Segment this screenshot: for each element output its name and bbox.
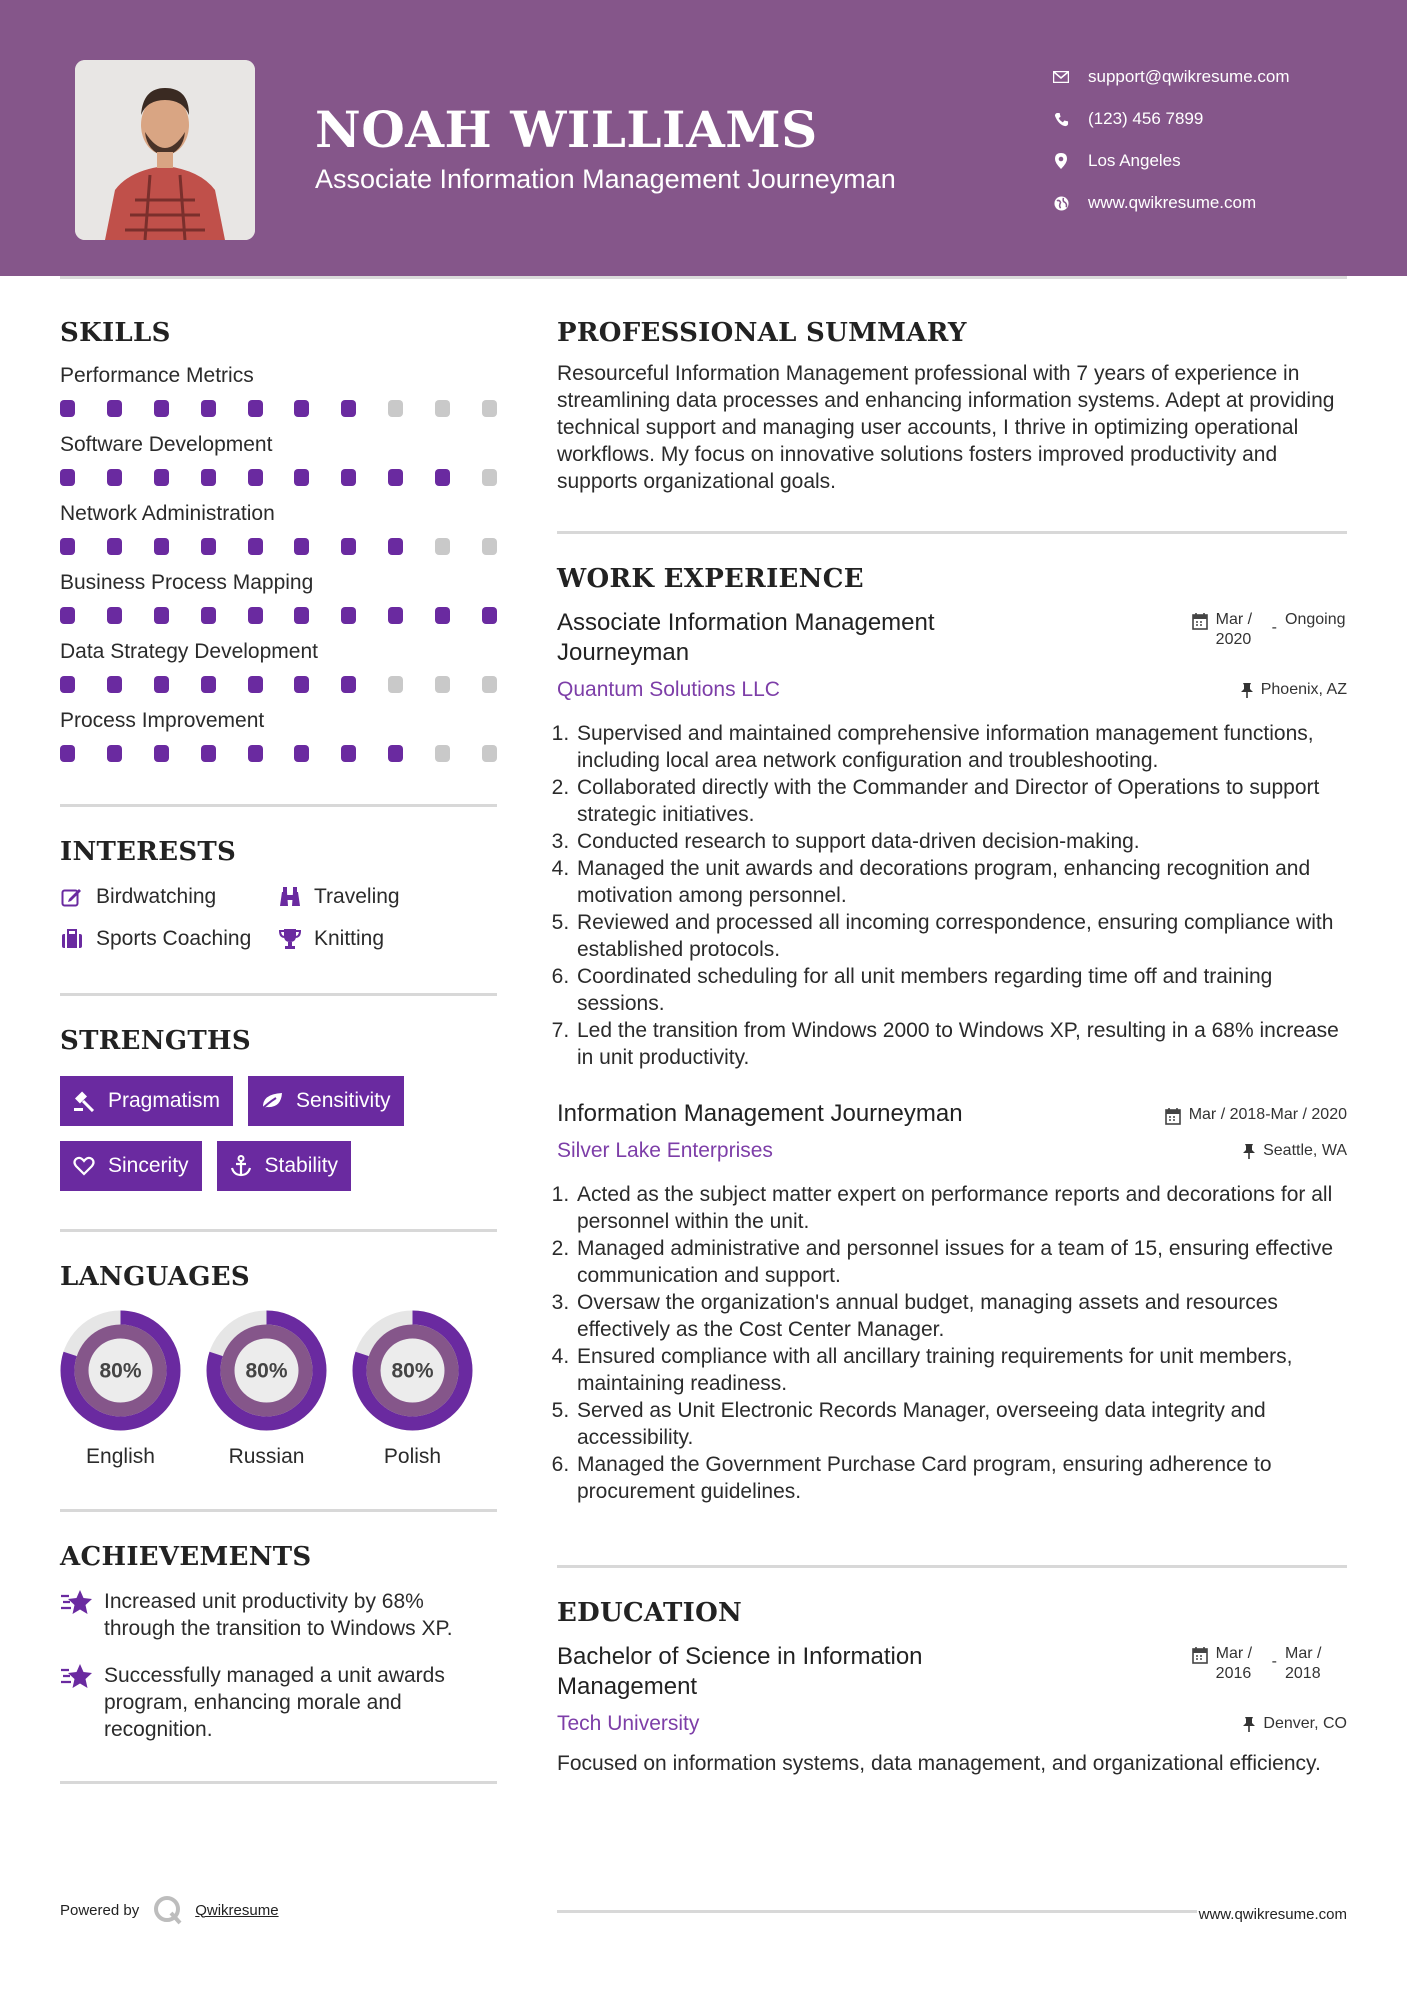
- skill-level-dot: [201, 469, 216, 486]
- skill-level-dot: [107, 538, 122, 555]
- language-item: [206, 1310, 327, 1469]
- calendar-icon: [1192, 612, 1208, 630]
- duty-item: 5. Served as Unit Electronic Records Manager, overseeing data integrity and accessibility.: [575, 1397, 1347, 1451]
- skill-level-dot: [107, 607, 122, 624]
- company-name: Quantum Solutions LLC: [557, 678, 780, 701]
- skill-level-dot: [201, 745, 216, 762]
- interest-label: Birdwatching: [96, 885, 217, 908]
- profile-photo: [75, 60, 255, 240]
- strength-label: Stability: [264, 1154, 339, 1177]
- skill-level-dot: [154, 607, 169, 624]
- skill-name: Data Strategy Development: [60, 640, 318, 663]
- interests-list: [60, 885, 497, 951]
- achievement-item: [60, 1588, 497, 1642]
- header-banner: [0, 0, 1407, 276]
- qwikresume-logo-icon: [153, 1895, 183, 1925]
- interest-item: [60, 885, 278, 909]
- language-percent: 80%: [245, 1359, 288, 1383]
- person-silhouette-icon: [75, 60, 255, 240]
- skill-level-dot: [248, 538, 263, 555]
- language-name: Russian: [228, 1445, 305, 1468]
- skill-level-dot: [107, 745, 122, 762]
- skill-level-dot: [388, 745, 403, 762]
- duty-item: 3. Conducted research to support data-driven decision-making.: [575, 828, 1347, 855]
- summary-heading: PROFESSIONAL SUMMARY: [557, 318, 967, 348]
- duty-item: 1. Supervised and maintained comprehensive information management functions, including local area network configuration and troubleshooting.: [575, 720, 1347, 774]
- education-entry: [557, 1642, 1347, 1777]
- job-date: [1165, 1105, 1347, 1125]
- skill-level-dot: [341, 745, 356, 762]
- skill-level-dot: [60, 538, 75, 555]
- interest-item: [60, 927, 278, 951]
- skill-level-dots: [60, 676, 497, 693]
- skill-level-dot: [248, 745, 263, 762]
- interest-label: Knitting: [314, 927, 385, 950]
- strength-label: Sincerity: [108, 1154, 189, 1177]
- pushpin-icon: [1242, 1143, 1256, 1159]
- contact-phone-text: (123) 456 7899: [1088, 109, 1204, 128]
- degree-title: Bachelor of Science in Information Management: [557, 1643, 923, 1700]
- skill-level-dot: [294, 469, 309, 486]
- achievement-item: [60, 1662, 497, 1743]
- skill-name: Software Development: [60, 433, 273, 456]
- strength-chip: [60, 1141, 202, 1191]
- skill-level-dot: [482, 745, 497, 762]
- contact-website-text: www.qwikresume.com: [1088, 193, 1257, 212]
- skill-level-dot: [482, 676, 497, 693]
- skill-level-dots: [60, 745, 497, 762]
- duty-item: 2. Managed administrative and personnel issues for a team of 15, ensuring effective communication and support.: [575, 1235, 1347, 1289]
- job-date-start: Mar / 2020: [1215, 611, 1253, 648]
- left-column: [60, 318, 497, 1784]
- skill-name: Performance Metrics: [60, 364, 254, 387]
- skill-level-dot: [60, 469, 75, 486]
- calendar-icon: [1165, 1107, 1181, 1125]
- experience-heading: WORK EXPERIENCE: [557, 564, 864, 594]
- candidate-role: Associate Information Management Journeyman: [315, 164, 896, 194]
- skill-level-dot: [201, 538, 216, 555]
- job-title: Information Management Journeyman: [557, 1100, 963, 1127]
- job-date: [1192, 610, 1347, 650]
- skills-heading: SKILLS: [60, 318, 171, 348]
- languages-list: [60, 1310, 497, 1469]
- footer-website-link[interactable]: www.qwikresume.com: [1198, 1906, 1347, 1923]
- duty-item: 4. Ensured compliance with all ancillary training requirements for unit members, maintaining readiness.: [575, 1343, 1347, 1397]
- skill-level-dot: [60, 745, 75, 762]
- language-name: Polish: [383, 1445, 442, 1468]
- interest-label: Traveling: [314, 885, 400, 908]
- job-title: Associate Information Management Journeyman: [557, 609, 935, 666]
- interest-item: [278, 885, 497, 909]
- skill-level-dot: [435, 469, 450, 486]
- qwikresume-link[interactable]: Qwikresume: [195, 1901, 279, 1919]
- duty-item: 5. Reviewed and processed all incoming correspondence, ensuring compliance with established protocols.: [575, 909, 1347, 963]
- skill-level-dot: [388, 538, 403, 555]
- skill-level-dot: [341, 607, 356, 624]
- interest-item: [278, 927, 497, 951]
- skill-name: Business Process Mapping: [60, 571, 314, 594]
- skill-level-dot: [201, 607, 216, 624]
- duty-item: 3. Oversaw the organization's annual budget, managing assets and resources effectively as the Cost Center Manager.: [575, 1289, 1347, 1343]
- contact-email[interactable]: [1050, 56, 1290, 98]
- company-name: Silver Lake Enterprises: [557, 1139, 773, 1162]
- skill-level-dot: [482, 538, 497, 555]
- job-location: [1242, 1142, 1347, 1160]
- heart-icon: [72, 1154, 96, 1178]
- pushpin-icon: [1240, 682, 1254, 698]
- edit-icon: [60, 885, 84, 909]
- skill-level-dot: [435, 745, 450, 762]
- skill-level-dot: [435, 676, 450, 693]
- job-location: [1240, 681, 1347, 699]
- binoculars-icon: [278, 885, 302, 909]
- section-divider: [557, 1565, 1347, 1568]
- skill-name: Network Administration: [60, 502, 275, 525]
- strength-chip: [217, 1141, 352, 1191]
- duty-item: 7. Led the transition from Windows 2000 to Windows XP, resulting in a 68% increase in unit productivity.: [575, 1017, 1347, 1071]
- skill-level-dot: [154, 745, 169, 762]
- contact-location-text: Los Angeles: [1088, 151, 1181, 170]
- skill-level-dot: [154, 676, 169, 693]
- trophy-icon: [278, 927, 302, 951]
- skill-level-dot: [388, 469, 403, 486]
- skill-level-dot: [294, 745, 309, 762]
- skill-level-dot: [294, 400, 309, 417]
- language-ring: [206, 1310, 327, 1431]
- skill-level-dot: [107, 676, 122, 693]
- education-date: [1192, 1644, 1347, 1684]
- strengths-list: [60, 1076, 497, 1191]
- job-location-text: Phoenix, AZ: [1260, 681, 1347, 698]
- powered-by: [60, 1895, 279, 1925]
- candidate-name: NOAH WILLIAMS: [315, 100, 818, 159]
- skill-level-dots: [60, 400, 497, 417]
- leaf-icon: [260, 1089, 284, 1113]
- contact-location: [1050, 140, 1290, 182]
- skill-level-dot: [60, 400, 75, 417]
- skill-level-dot: [201, 400, 216, 417]
- language-percent: 80%: [391, 1359, 434, 1383]
- skill-level-dot: [482, 607, 497, 624]
- skill-level-dot: [482, 469, 497, 486]
- language-item: [352, 1310, 473, 1469]
- achievement-text: Increased unit productivity by 68% through the transition to Windows XP.: [104, 1590, 453, 1640]
- section-divider: [60, 1781, 497, 1784]
- skill-level-dot: [107, 400, 122, 417]
- education-date-start: Mar / 2016: [1215, 1645, 1253, 1682]
- language-ring: [352, 1310, 473, 1431]
- skill-name: Process Improvement: [60, 709, 265, 732]
- duty-item: 1. Acted as the subject matter expert on performance reports and decorations for all personnel within the unit.: [575, 1181, 1347, 1235]
- strengths-heading: STRENGTHS: [60, 1026, 251, 1056]
- duty-item: 6. Managed the Government Purchase Card program, ensuring adherence to procurement guidelines.: [575, 1451, 1347, 1505]
- star-achievement-icon: [60, 1662, 94, 1692]
- skill-level-dot: [154, 469, 169, 486]
- section-divider: [60, 1229, 497, 1232]
- contact-website[interactable]: [1050, 182, 1290, 224]
- section-divider: [60, 804, 497, 807]
- contact-phone[interactable]: [1050, 98, 1290, 140]
- phone-icon: [1050, 108, 1072, 130]
- languages-heading: LANGUAGES: [60, 1262, 250, 1292]
- duty-item: 2. Collaborated directly with the Commander and Director of Operations to support strategic initiatives.: [575, 774, 1347, 828]
- section-divider: [60, 1509, 497, 1512]
- education-date-separator: -: [1271, 1653, 1277, 1670]
- skill-level-dot: [248, 400, 263, 417]
- header-divider: [60, 276, 1347, 279]
- skill-level-dot: [60, 676, 75, 693]
- job-location-text: Seattle, WA: [1263, 1142, 1347, 1159]
- education-description: Focused on information systems, data management, and organizational efficiency.: [557, 1752, 1321, 1775]
- skill-level-dot: [435, 400, 450, 417]
- powered-by-label: Powered by: [60, 1901, 140, 1919]
- skill-level-dot: [248, 469, 263, 486]
- duties-list: [557, 720, 1347, 1071]
- education-location-text: Denver, CO: [1263, 1715, 1347, 1732]
- calendar-icon: [1192, 1646, 1208, 1664]
- summary-text: Resourceful Information Management professional with 7 years of experience in streamlining data processes and enhancing information systems. Adept at providing technical support and managing user accounts, I thrive in optimizing operational workflows. My focus on innovative solutions fosters improved productivity and supports organizational goals.: [557, 362, 1335, 493]
- skill-level-dot: [435, 607, 450, 624]
- language-item: [60, 1310, 181, 1469]
- contact-list: [1050, 56, 1290, 224]
- achievement-text: Successfully managed a unit awards program, enhancing morale and recognition.: [104, 1664, 445, 1741]
- section-divider: [557, 531, 1347, 534]
- anchor-icon: [229, 1154, 253, 1178]
- skill-level-dot: [248, 676, 263, 693]
- pushpin-icon: [1242, 1716, 1256, 1732]
- language-ring: [60, 1310, 181, 1431]
- skill-level-dot: [341, 676, 356, 693]
- skills-list: [60, 364, 497, 762]
- job-date-end: Ongoing: [1285, 611, 1346, 628]
- skill-level-dot: [154, 538, 169, 555]
- right-column: [557, 318, 1347, 1777]
- skill-level-dot: [201, 676, 216, 693]
- job-date-range: Mar / 2018-Mar / 2020: [1188, 1106, 1347, 1123]
- skill-level-dot: [341, 400, 356, 417]
- skill-level-dot: [388, 607, 403, 624]
- education-heading: EDUCATION: [557, 1598, 743, 1628]
- skill-level-dot: [341, 469, 356, 486]
- skill-level-dot: [435, 538, 450, 555]
- skill-level-dots: [60, 607, 497, 624]
- education-location: [1242, 1715, 1347, 1733]
- duties-list: [557, 1181, 1347, 1505]
- duty-item: 4. Managed the unit awards and decorations program, enhancing recognition and motivation among personnel.: [575, 855, 1347, 909]
- job-entry: [557, 1099, 1347, 1505]
- skill-level-dot: [60, 607, 75, 624]
- education-date-end: Mar / 2018: [1285, 1645, 1322, 1682]
- gavel-icon: [72, 1089, 96, 1113]
- job-date-separator: -: [1271, 619, 1277, 636]
- skill-level-dot: [294, 607, 309, 624]
- language-percent: 80%: [99, 1359, 142, 1383]
- duty-item: 6. Coordinated scheduling for all unit members regarding time off and training sessions.: [575, 963, 1347, 1017]
- footer-divider: [557, 1910, 1197, 1913]
- skill-level-dots: [60, 538, 497, 555]
- star-achievement-icon: [60, 1588, 94, 1618]
- section-divider: [60, 993, 497, 996]
- skill-level-dot: [388, 400, 403, 417]
- skill-level-dot: [107, 469, 122, 486]
- briefcase-icon: [60, 927, 84, 951]
- school-name: Tech University: [557, 1712, 700, 1735]
- strength-label: Pragmatism: [108, 1089, 221, 1112]
- strength-chip: [60, 1076, 233, 1126]
- skill-level-dot: [341, 538, 356, 555]
- skill-level-dot: [248, 607, 263, 624]
- contact-email-text: support@qwikresume.com: [1088, 67, 1290, 86]
- skill-level-dot: [154, 400, 169, 417]
- skill-level-dot: [294, 676, 309, 693]
- language-name: English: [86, 1445, 155, 1468]
- globe-icon: [1050, 192, 1072, 214]
- interest-label: Sports Coaching: [96, 927, 252, 950]
- skill-level-dots: [60, 469, 497, 486]
- interests-heading: INTERESTS: [60, 837, 237, 867]
- skill-level-dot: [294, 538, 309, 555]
- email-icon: [1050, 66, 1072, 88]
- strength-chip: [248, 1076, 404, 1126]
- skill-level-dot: [388, 676, 403, 693]
- skill-level-dot: [482, 400, 497, 417]
- job-entry: [557, 608, 1347, 1071]
- location-pin-icon: [1050, 150, 1072, 172]
- achievements-heading: ACHIEVEMENTS: [60, 1542, 312, 1572]
- strength-label: Sensitivity: [296, 1089, 391, 1112]
